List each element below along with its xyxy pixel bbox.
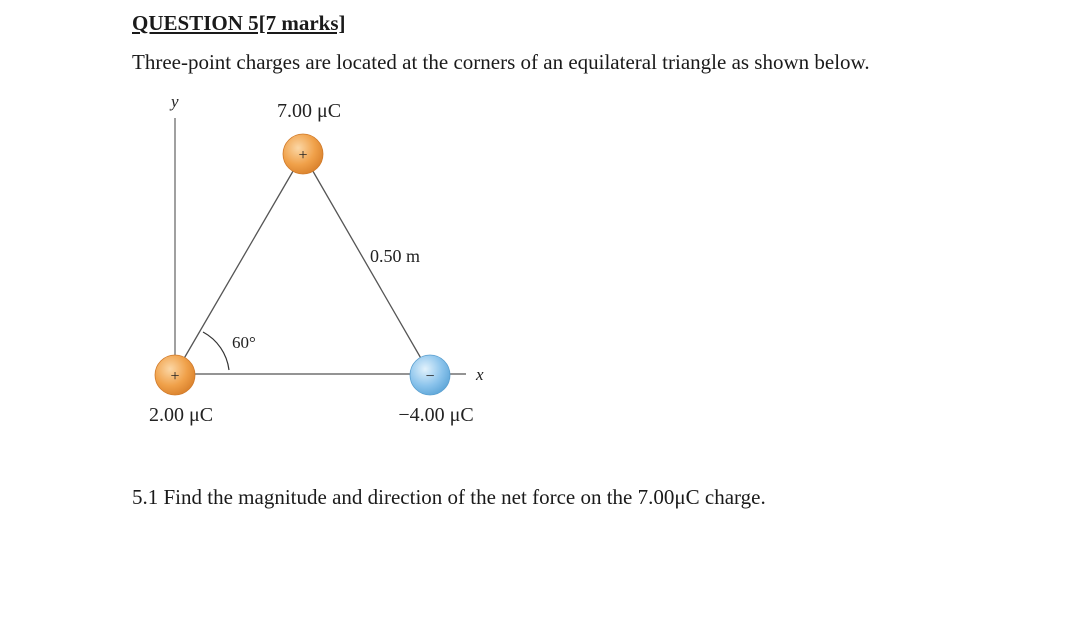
side-length-label: 0.50 m bbox=[370, 246, 421, 266]
angle-arc bbox=[203, 332, 229, 370]
left-charge-label: 2.00 μC bbox=[148, 404, 214, 426]
top-charge-label: 7.00 μC bbox=[276, 100, 342, 122]
x-axis-label: x bbox=[476, 365, 484, 384]
top-charge-sign: + bbox=[298, 147, 308, 164]
intro-text: Three-point charges are located at the corners of an equilateral triangle as shown below. bbox=[132, 50, 870, 74]
angle-label: 60° bbox=[232, 333, 256, 352]
right-charge-sign: − bbox=[425, 368, 435, 385]
question-heading: QUESTION 5[7 marks] bbox=[132, 11, 346, 35]
right-charge-label: −4.00 μC bbox=[398, 404, 474, 426]
y-axis-label: y bbox=[171, 92, 179, 111]
question-5-1: 5.1 Find the magnitude and direction of the net force on the 7.00μC charge. bbox=[132, 485, 766, 509]
left-charge-sign: + bbox=[170, 368, 180, 385]
